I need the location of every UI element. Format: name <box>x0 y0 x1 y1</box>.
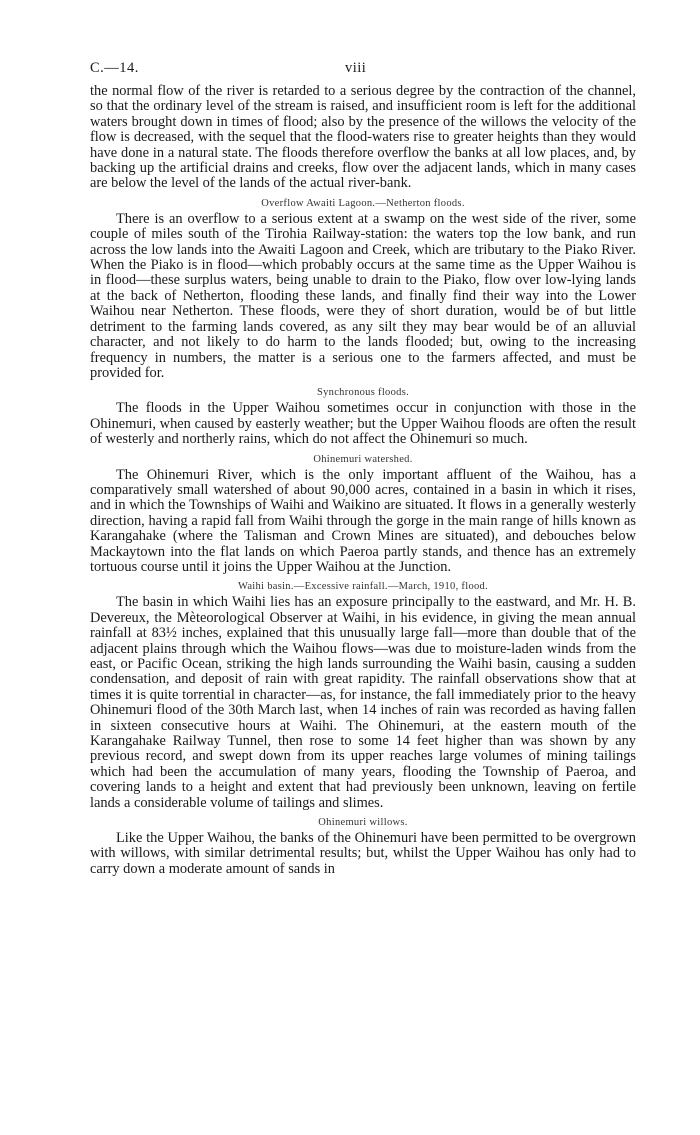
paragraph-continuation: the normal flow of the river is retarded to a serious degree by the contraction of the channel, so that the ordinary level of the stream is raised, and insufficient room is left for the additional waters brought down in times of flood; also by the presence of the willows the velocity of the flow is decreased, with the sequel that the flood-waters rise to greater heights than they would have done in a natural state. The floods therefore overflow the banks at all low places, and, by backing up the artificial drains and creeks, flow over the adjacent lands, which in many cases are below the level of the lands of the actual river-bank. <box>90 83 636 192</box>
section-heading-waihi-basin: Waihi basin.—Excessive rainfall.—March, 1910, flood. <box>237 581 489 593</box>
paragraph-waihi-basin: The basin in which Waihi lies has an exposure principally to the eastward, and Mr. H. B. Devereux, the Mèteorological Observer at Waihi, in his evidence, in giving the mean annual rainfall at 83½ inches, explained that this unusually large fall—more than double that of the adjacent plains through which the Waihou flows—was due to moisture-laden winds from the east, or Pacific Ocean, striking the high lands surrounding the Waihi basin, causing a sudden condensation, and deposit of rain with great rapidity. The rainfall observations show that at times it is quite torrential in character—as, for instance, the fall immediately prior to the heavy Ohinemuri flood of the 30th March last, when 14 inches of rain was recorded as having fallen in sixteen consecutive hours at Waihi. The Ohinemuri, at the eastern mouth of the Karangahake Railway Tunnel, then rose to some 14 feet higher than was shown by any previous record, and swept down from its upper reaches large volumes of mining tailings which had been the accumulation of many years, flooding the Township of Paeroa, and covering lands to a height and extent that had previously been unknown, leaving on fertile lands a considerable volume of tailings and slimes. <box>90 594 636 811</box>
paragraph-overflow-awaiti: There is an overflow to a serious extent at a swamp on the west side of the river, some couple of miles south of the Tirohia Railway-station: the waters top the low bank, and run across the low lands into the Awaiti Lagoon and Creek, which are tributary to the Piako River. When the Piako is in flood—which probably occurs at the same time as the Upper Waihou is in flood—these surplus waters, being unable to drain to the Piako, flow over low-lying lands at the back of Netherton, flooding these lands, and finally find their way into the Lower Waihou near Netherton. These floods, were they of short duration, would be of but little detriment to the farming lands covered, as any silt they may bear would be of an alluvial character, and not likely to do harm to the lands flooded; but, owing to the increasing frequency in numbers, the matter is a serious one to the farmers affected, and must be provided for. <box>90 210 636 381</box>
document-body <box>90 84 636 877</box>
running-header <box>90 60 636 80</box>
document-reference: C.—14. <box>90 60 139 76</box>
section-heading-overflow-awaiti: Overflow Awaiti Lagoon.—Netherton floods. <box>261 197 465 209</box>
paragraph-ohinemuri-watershed: The Ohinemuri River, which is the only important affluent of the Waihou, has a comparatively small watershed of about 90,000 acres, contained in a basin in which it rises, and in which the Townships of Waihi and Waikino are situated. It flows in a generally westerly direction, having a rapid fall from Waihi through the gorge in the main range of hills known as Karangahake (where the Talisman and Crown Mines are situated), and debouches below Mackaytown into the flat lands on which Paeroa partly stands, and thence has an extremely tortuous course until it joins the Upper Waihou at the Junction. <box>90 466 636 575</box>
paragraph-ohinemuri-willows: Like the Upper Waihou, the banks of the Ohinemuri have been permitted to be overgrown with willows, with similar detrimental results; but, whilst the Upper Waihou has only had to carry down a moderate amount of sands in <box>90 830 636 877</box>
page-number: viii <box>345 60 367 76</box>
section-heading-ohinemuri-willows: Ohinemuri willows. <box>318 817 408 829</box>
section-heading-synchronous-floods: Synchronous floods. <box>316 387 410 399</box>
section-heading-ohinemuri-watershed: Ohinemuri watershed. <box>313 453 413 465</box>
paragraph-synchronous-floods: The floods in the Upper Waihou sometimes occur in conjunction with those in the Ohinemuri, when caused by easterly weather; but the Upper Waihou floods are often the result of westerly and northerly rains, which do not affect the Ohinemuri so much. <box>90 400 636 448</box>
